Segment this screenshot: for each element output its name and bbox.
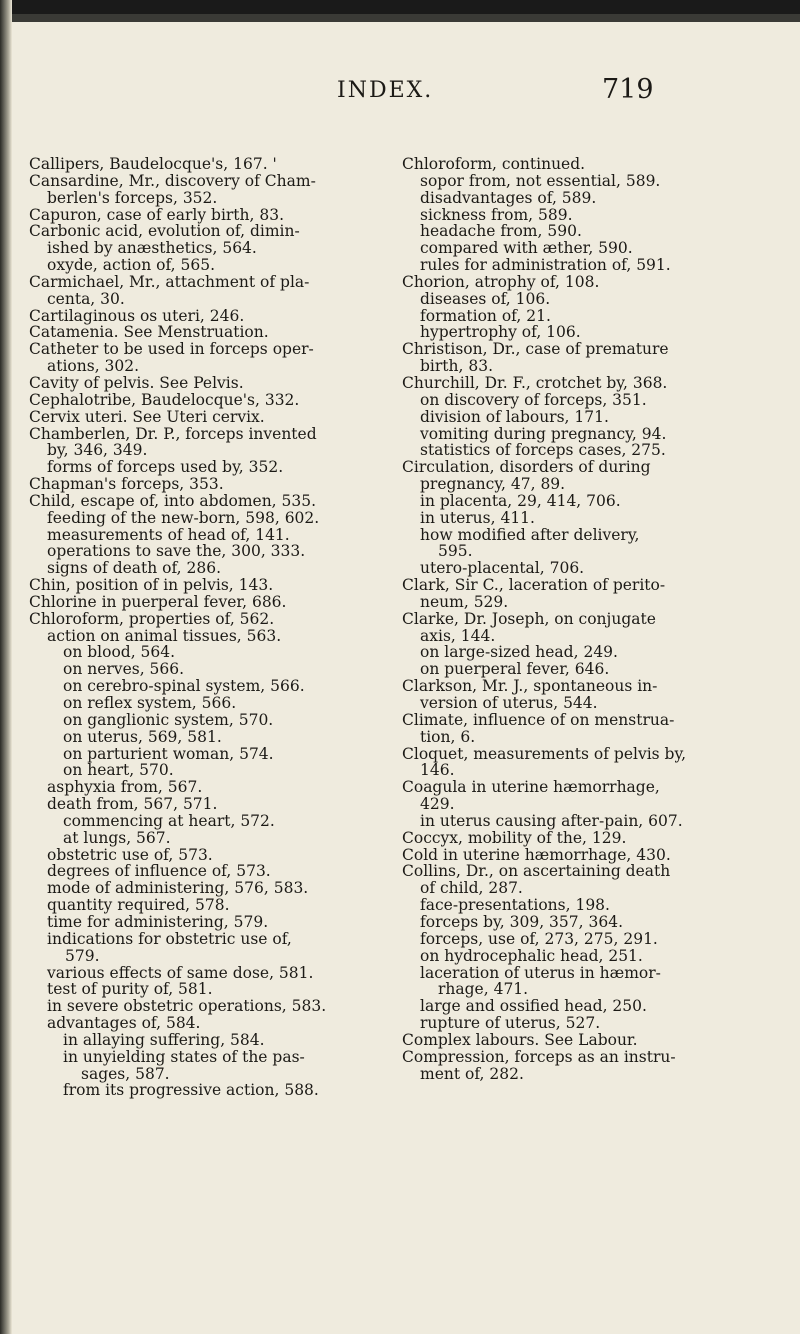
index-entry-continuation: berlen's forceps, 352. bbox=[47, 188, 218, 207]
index-entry bbox=[29, 998, 384, 1015]
index-entry bbox=[402, 442, 774, 459]
index-entry bbox=[402, 1049, 774, 1083]
index-entry bbox=[402, 173, 774, 190]
index-entry-line: in placenta, 29, 414, 706. bbox=[420, 491, 621, 510]
index-entry bbox=[402, 156, 774, 173]
index-entry bbox=[402, 897, 774, 914]
index-entry bbox=[29, 897, 384, 914]
page-number: 719 bbox=[602, 74, 654, 105]
index-entry bbox=[402, 324, 774, 341]
scan-top-shadow bbox=[0, 14, 800, 22]
index-entry-line: from its progressive action, 588. bbox=[63, 1081, 319, 1100]
index-entry bbox=[29, 476, 384, 493]
index-entry bbox=[29, 644, 384, 661]
index-entry bbox=[29, 173, 384, 207]
index-entry bbox=[29, 392, 384, 409]
index-entry-line: signs of death of, 286. bbox=[47, 559, 222, 578]
index-entry-line: Capuron, case of early birth, 83. bbox=[29, 205, 285, 224]
running-head: INDEX. bbox=[337, 78, 434, 103]
index-entry bbox=[29, 527, 384, 544]
index-entry bbox=[29, 308, 384, 325]
index-entry-line: Compression, forceps as an instru- bbox=[402, 1047, 676, 1066]
index-entry-line: Catheter to be used in forceps oper- bbox=[29, 340, 314, 359]
index-entry bbox=[29, 543, 384, 560]
index-entry-line: on uterus, 569, 581. bbox=[63, 727, 222, 746]
index-entry bbox=[402, 948, 774, 965]
index-entry-line: Cephalotribe, Baudelocque's, 332. bbox=[29, 390, 300, 409]
index-entry-line: mode of administering, 576, 583. bbox=[47, 879, 309, 898]
index-entry bbox=[402, 426, 774, 443]
index-entry bbox=[402, 644, 774, 661]
index-entry bbox=[402, 847, 774, 864]
index-entry bbox=[29, 830, 384, 847]
index-entry bbox=[29, 257, 384, 274]
index-entry-line: Chloroform, continued. bbox=[402, 155, 586, 173]
index-entry-line: degrees of influence of, 573. bbox=[47, 862, 271, 881]
index-entry-line: Cartilaginous os uteri, 246. bbox=[29, 306, 245, 325]
index-entry-line: Collins, Dr., on ascertaining death bbox=[402, 862, 671, 881]
index-entry bbox=[402, 392, 774, 409]
index-entry-line: Chapman's forceps, 353. bbox=[29, 475, 224, 494]
index-entry-line: Churchill, Dr. F., crotchet by, 368. bbox=[402, 373, 668, 392]
index-entry-line: oxyde, action of, 565. bbox=[47, 256, 216, 275]
index-entry bbox=[402, 813, 774, 830]
index-entry-line: headache from, 590. bbox=[420, 222, 582, 241]
index-entry-line: Cervix uteri. See Uteri cervix. bbox=[29, 407, 265, 426]
index-entry-line: Chin, position of in pelvis, 143. bbox=[29, 576, 274, 595]
index-entry-line: utero-placental, 706. bbox=[420, 559, 585, 578]
index-entry-line: formation of, 21. bbox=[420, 306, 551, 325]
index-entry-line: Chorion, atrophy of, 108. bbox=[402, 272, 600, 291]
index-entry-continuation: sages, 587. bbox=[81, 1064, 170, 1083]
index-entry-continuation: ished by anæsthetics, 564. bbox=[47, 239, 257, 258]
index-entry bbox=[29, 510, 384, 527]
index-entry-line: Clarkson, Mr. J., spontaneous in- bbox=[402, 677, 658, 696]
index-entry bbox=[402, 931, 774, 948]
index-entry bbox=[402, 240, 774, 257]
index-entry-line: test of purity of, 581. bbox=[47, 980, 213, 999]
index-entry-continuation: ment of, 282. bbox=[420, 1064, 524, 1083]
index-entry bbox=[402, 998, 774, 1015]
index-entry-line: advantages of, 584. bbox=[47, 1014, 201, 1033]
index-entry bbox=[29, 661, 384, 678]
index-entry-continuation: rhage, 471. bbox=[438, 980, 529, 999]
index-entry bbox=[402, 493, 774, 510]
index-entry-line: Clarke, Dr. Joseph, on conjugate bbox=[402, 609, 656, 628]
index-entry-line: in uterus causing after-pain, 607. bbox=[420, 811, 683, 830]
index-entry bbox=[29, 223, 384, 257]
index-entry bbox=[29, 779, 384, 796]
index-entry-line: statistics of forceps cases, 275. bbox=[420, 441, 666, 460]
index-entry-continuation: centa, 30. bbox=[47, 289, 125, 308]
index-entry bbox=[402, 409, 774, 426]
index-entry-line: laceration of uterus in hæmor- bbox=[420, 963, 661, 982]
index-entry bbox=[402, 375, 774, 392]
index-entry bbox=[29, 156, 384, 173]
index-entry bbox=[29, 695, 384, 712]
index-entry-continuation: tion, 6. bbox=[420, 727, 476, 746]
index-entry bbox=[402, 914, 774, 931]
index-entry-line: how modified after delivery, bbox=[420, 525, 640, 544]
index-entry-line: Coccyx, mobility of the, 129. bbox=[402, 828, 627, 847]
index-entry-line: in unyielding states of the pas- bbox=[63, 1047, 305, 1066]
page-header bbox=[12, 74, 800, 118]
index-entry bbox=[29, 678, 384, 695]
book-page bbox=[12, 22, 800, 1334]
index-entry bbox=[402, 257, 774, 274]
index-entry-line: Callipers, Baudelocque's, 167. ' bbox=[29, 155, 277, 173]
index-entry bbox=[402, 746, 774, 780]
index-entry-line: on puerperal fever, 646. bbox=[420, 660, 610, 679]
index-entry-line: obstetric use of, 573. bbox=[47, 845, 213, 864]
index-entry bbox=[29, 796, 384, 813]
index-entry-line: rupture of uterus, 527. bbox=[420, 1014, 601, 1033]
index-entry bbox=[29, 207, 384, 224]
index-entry-line: on hydrocephalic head, 251. bbox=[420, 946, 643, 965]
index-entry-line: on blood, 564. bbox=[63, 643, 176, 662]
index-entry-continuation: axis, 144. bbox=[420, 626, 496, 645]
index-entry-line: Climate, influence of on menstrua- bbox=[402, 710, 675, 729]
index-entry-line: Chloroform, properties of, 562. bbox=[29, 609, 275, 628]
index-entry-line: action on animal tissues, 563. bbox=[47, 626, 282, 645]
index-entry-line: death from, 567, 571. bbox=[47, 795, 218, 814]
index-entry-line: quantity required, 578. bbox=[47, 896, 230, 915]
index-entry bbox=[402, 678, 774, 712]
index-entry bbox=[402, 527, 774, 561]
index-entry bbox=[402, 223, 774, 240]
index-entry bbox=[402, 1032, 774, 1049]
index-entry-line: various effects of same dose, 581. bbox=[47, 963, 314, 982]
index-entry-line: at lungs, 567. bbox=[63, 828, 171, 847]
index-entry bbox=[29, 746, 384, 763]
index-entry bbox=[402, 1015, 774, 1032]
index-entry-line: on ganglionic system, 570. bbox=[63, 710, 274, 729]
index-entry bbox=[402, 965, 774, 999]
index-entry-line: measurements of head of, 141. bbox=[47, 525, 290, 544]
index-entry-line: compared with æther, 590. bbox=[420, 239, 633, 258]
index-entry-line: on heart, 570. bbox=[63, 761, 174, 780]
index-entry-continuation: 429. bbox=[420, 795, 455, 814]
index-entry-line: Cloquet, measurements of pelvis by, bbox=[402, 744, 687, 763]
index-entry-line: Clark, Sir C., laceration of perito- bbox=[402, 576, 666, 595]
index-entry-line: diseases of, 106. bbox=[420, 289, 551, 308]
index-entry-line: sopor from, not essential, 589. bbox=[420, 171, 661, 190]
index-entry-line: forceps, use of, 273, 275, 291. bbox=[420, 929, 658, 948]
index-entry-line: Cold in uterine hæmorrhage, 430. bbox=[402, 845, 671, 864]
index-entry-line: time for administering, 579. bbox=[47, 912, 269, 931]
index-entry bbox=[29, 762, 384, 779]
scan-left-edge bbox=[0, 0, 12, 1334]
index-entry-continuation: 595. bbox=[438, 542, 473, 561]
index-entry-line: large and ossified head, 250. bbox=[420, 997, 647, 1016]
index-entry bbox=[402, 779, 774, 813]
index-entry bbox=[29, 611, 384, 628]
index-entry-line: sickness from, 589. bbox=[420, 205, 573, 224]
index-entry-line: in severe obstetric operations, 583. bbox=[47, 997, 327, 1016]
index-entry bbox=[29, 274, 384, 308]
index-entry-line: Chlorine in puerperal fever, 686. bbox=[29, 592, 287, 611]
index-entry bbox=[29, 863, 384, 880]
index-entry-line: Carbonic acid, evolution of, dimin- bbox=[29, 222, 300, 241]
index-entry bbox=[29, 628, 384, 645]
index-entry bbox=[29, 712, 384, 729]
index-entry-continuation: neum, 529. bbox=[420, 592, 509, 611]
index-entry bbox=[29, 375, 384, 392]
index-entry-line: on cerebro-spinal system, 566. bbox=[63, 677, 305, 696]
index-entry-line: division of labours, 171. bbox=[420, 407, 609, 426]
index-entry bbox=[402, 308, 774, 325]
index-entry bbox=[402, 611, 774, 645]
index-entry-continuation: by, 346, 349. bbox=[47, 441, 148, 460]
index-entry-line: face-presentations, 198. bbox=[420, 896, 610, 915]
index-entry bbox=[29, 981, 384, 998]
index-entry bbox=[402, 459, 774, 493]
index-entry-line: on parturient woman, 574. bbox=[63, 744, 274, 763]
index-entry-line: Carmichael, Mr., attachment of pla- bbox=[29, 272, 310, 291]
index-entry bbox=[29, 409, 384, 426]
index-entry-line: on reflex system, 566. bbox=[63, 694, 237, 712]
index-entry bbox=[29, 729, 384, 746]
index-entry-line: in allaying suffering, 584. bbox=[63, 1030, 265, 1049]
index-entry-line: on nerves, 566. bbox=[63, 660, 185, 679]
index-entry-continuation: birth, 83. bbox=[420, 357, 494, 376]
index-entry bbox=[29, 847, 384, 864]
index-entry bbox=[402, 863, 774, 897]
index-entry-line: Cavity of pelvis. See Pelvis. bbox=[29, 373, 244, 392]
index-entry-line: Circulation, disorders of during bbox=[402, 458, 651, 477]
index-column-left bbox=[29, 156, 384, 1099]
index-entry-line: Child, escape of, into abdomen, 535. bbox=[29, 491, 317, 510]
index-entry-continuation: 579. bbox=[65, 946, 100, 965]
index-entry bbox=[29, 577, 384, 594]
index-entry-line: Chamberlen, Dr. P., forceps invented bbox=[29, 424, 317, 443]
index-entry-line: feeding of the new-born, 598, 602. bbox=[47, 508, 320, 527]
index-entry-line: hypertrophy of, 106. bbox=[420, 323, 581, 342]
index-entry-line: disadvantages of, 589. bbox=[420, 188, 597, 207]
index-entry bbox=[402, 712, 774, 746]
index-entry bbox=[29, 1015, 384, 1032]
index-entry-line: Catamenia. See Menstruation. bbox=[29, 323, 269, 342]
index-entry bbox=[402, 830, 774, 847]
index-entry-continuation: 146. bbox=[420, 761, 455, 780]
index-entry-line: rules for administration of, 591. bbox=[420, 256, 671, 275]
index-entry-continuation: pregnancy, 47, 89. bbox=[420, 475, 566, 494]
index-entry-continuation: of child, 287. bbox=[420, 879, 523, 898]
index-entry bbox=[29, 560, 384, 577]
index-entry bbox=[29, 594, 384, 611]
index-entry bbox=[402, 207, 774, 224]
index-entry bbox=[29, 493, 384, 510]
index-entry bbox=[29, 931, 384, 965]
index-entry-line: Cansardine, Mr., discovery of Cham- bbox=[29, 171, 316, 190]
index-entry bbox=[402, 577, 774, 611]
index-entry-line: asphyxia from, 567. bbox=[47, 778, 203, 797]
index-entry bbox=[402, 560, 774, 577]
index-entry bbox=[29, 426, 384, 460]
scan-top-edge bbox=[0, 0, 800, 14]
index-entry bbox=[29, 459, 384, 476]
index-entry bbox=[402, 510, 774, 527]
index-column-right bbox=[402, 156, 774, 1082]
index-entry-line: Complex labours. See Labour. bbox=[402, 1030, 638, 1049]
index-entry-line: Coagula in uterine hæmorrhage, bbox=[402, 778, 660, 797]
index-entry bbox=[29, 914, 384, 931]
index-entry bbox=[402, 190, 774, 207]
index-entry bbox=[29, 1032, 384, 1049]
index-entry-line: Christison, Dr., case of premature bbox=[402, 340, 669, 359]
index-entry bbox=[402, 341, 774, 375]
index-entry-line: operations to save the, 300, 333. bbox=[47, 542, 306, 561]
index-entry-line: indications for obstetric use of, bbox=[47, 929, 292, 948]
index-entry bbox=[29, 880, 384, 897]
index-entry-line: commencing at heart, 572. bbox=[63, 811, 275, 830]
index-entry bbox=[402, 274, 774, 291]
index-entry-line: forms of forceps used by, 352. bbox=[47, 458, 284, 477]
index-entry-continuation: ations, 302. bbox=[47, 357, 140, 376]
index-entry-line: on large-sized head, 249. bbox=[420, 643, 618, 662]
index-entry-continuation: version of uterus, 544. bbox=[420, 694, 598, 712]
index-entry bbox=[29, 965, 384, 982]
index-entry bbox=[402, 661, 774, 678]
index-entry bbox=[402, 291, 774, 308]
index-entry bbox=[29, 1082, 384, 1099]
index-entry-line: in uterus, 411. bbox=[420, 508, 535, 527]
index-entry-line: on discovery of forceps, 351. bbox=[420, 390, 647, 409]
index-entry bbox=[29, 813, 384, 830]
index-entry-line: vomiting during pregnancy, 94. bbox=[420, 424, 667, 443]
index-entry bbox=[29, 324, 384, 341]
index-entry bbox=[29, 1049, 384, 1083]
index-entry bbox=[29, 341, 384, 375]
index-entry-line: forceps by, 309, 357, 364. bbox=[420, 912, 623, 931]
